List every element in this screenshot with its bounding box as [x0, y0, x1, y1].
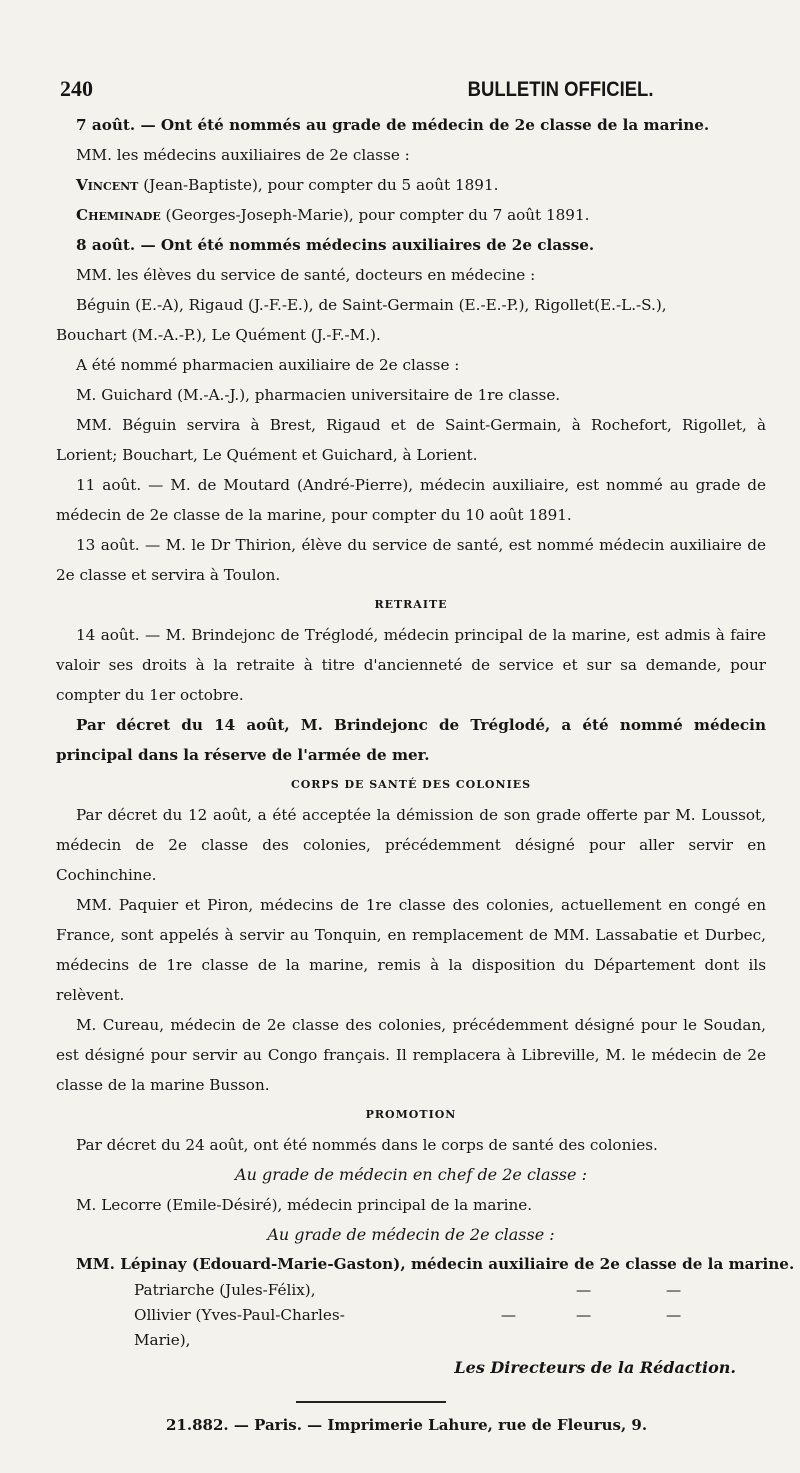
section-heading-promotion: PROMOTION: [365, 1108, 457, 1121]
signature: Les Directeurs de la Rédaction.: [454, 1358, 736, 1377]
paragraph: Béguin (E.-A), Rigaud (J.-F.-E.), de Saint-Germain (E.-E.-P.), Rigollet(E.-L.-S.),: [76, 296, 667, 314]
list-item: [56, 1278, 766, 1303]
paragraph: [56, 200, 766, 230]
paragraph: M. Lecorre (Emile-Désiré), médecin principal de la marine.: [76, 1196, 533, 1214]
page-title: BULLETIN OFFICIEL.: [467, 78, 654, 101]
person-name: Cheminade: [76, 206, 161, 224]
person-name: Vincent: [76, 176, 139, 194]
ditto-mark: —: [576, 1306, 592, 1324]
paragraph: 7 août. — Ont été nommés au grade de médecin de 2e classe de la marine.: [76, 116, 710, 134]
paragraph: MM. Lépinay (Edouard-Marie-Gaston), médecin auxiliaire de 2e classe de la marine.: [76, 1255, 795, 1273]
ditto-mark: —: [666, 1306, 682, 1324]
section-heading-retraite: RETRAITE: [374, 598, 448, 611]
paragraph: MM. les élèves du service de santé, docteurs en médecine :: [76, 266, 536, 284]
ditto-mark: —: [666, 1281, 682, 1299]
ditto-mark: —: [500, 1306, 516, 1324]
paragraph-text: (Jean-Baptiste), pour compter du 5 août 1891.: [143, 176, 499, 194]
paragraph: 8 août. — Ont été nommés médecins auxiliaires de 2e classe.: [76, 236, 595, 254]
paragraph: MM. Paquier et Piron, médecins de 1re classe des colonies, actuellement en congé en France, sont appelés à servir au Tonquin, en remplacement de MM. Lassabatie et Durbec, médecins de 1re classe de la marine, remis à la disposition du Département dont ils relèvent.: [56, 896, 766, 1004]
paragraph: [56, 170, 766, 200]
subheading: Au grade de médecin en chef de 2e classe :: [235, 1165, 587, 1184]
paragraph: MM. Béguin servira à Brest, Rigaud et de Saint-Germain, à Rochefort, Rigollet, à Lorient; Bouchart, Le Quément et Guichard, à Lorient.: [56, 416, 766, 464]
paragraph: Par décret du 24 août, ont été nommés dans le corps de santé des colonies.: [76, 1136, 658, 1154]
paragraph: Par décret du 12 août, a été acceptée la démission de son grade offerte par M. Loussot, médecin de 2e classe des colonies, précédemment désigné pour aller servir en Cochinchine.: [56, 806, 766, 884]
imprint: 21.882. — Paris. — Imprimerie Lahure, rue de Fleurus, 9.: [166, 1416, 648, 1434]
page-number: 240: [60, 76, 93, 101]
paragraph: M. Cureau, médecin de 2e classe des colonies, précédemment désigné pour le Soudan, est désigné pour servir au Congo français. Il remplacera à Libreville, M. le médecin de 2e classe de la marine Busson.: [56, 1016, 766, 1094]
paragraph-text: (Georges-Joseph-Marie), pour compter du 7 août 1891.: [165, 206, 590, 224]
person-name: Patriarche (Jules-Félix),: [134, 1281, 316, 1299]
paragraph: 13 août. — M. le Dr Thirion, élève du service de santé, est nommé médecin auxiliaire de 2e classe et servira à Toulon.: [56, 536, 766, 584]
section-heading-corps: CORPS DE SANTÉ DES COLONIES: [290, 778, 532, 791]
divider: [296, 1401, 446, 1403]
paragraph: Bouchart (M.-A.-P.), Le Quément (J.-F.-M.).: [56, 326, 381, 344]
paragraph: 11 août. — M. de Moutard (André-Pierre), médecin auxiliaire, est nommé au grade de médecin de 2e classe de la marine, pour compter du 10 août 1891.: [56, 476, 766, 524]
person-name: Ollivier (Yves-Paul-Charles-Marie),: [134, 1306, 345, 1349]
subheading: Au grade de médecin de 2e classe :: [267, 1225, 555, 1244]
list-item: [56, 1303, 766, 1353]
paragraph: M. Guichard (M.-A.-J.), pharmacien universitaire de 1re classe.: [76, 386, 561, 404]
paragraph: A été nommé pharmacien auxiliaire de 2e classe :: [76, 356, 460, 374]
ditto-mark: —: [576, 1281, 592, 1299]
paragraph: MM. les médecins auxiliaires de 2e classe :: [76, 146, 410, 164]
page-header: [56, 76, 766, 110]
paragraph: 14 août. — M. Brindejonc de Tréglodé, médecin principal de la marine, est admis à faire valoir ses droits à la retraite à titre d'ancienneté de service et sur sa demande, pour compter du 1er octobre.: [56, 626, 766, 704]
document-page: [56, 76, 795, 1437]
paragraph: Par décret du 14 août, M. Brindejonc de Tréglodé, a été nommé médecin principal dans la réserve de l'armée de mer.: [56, 716, 766, 764]
